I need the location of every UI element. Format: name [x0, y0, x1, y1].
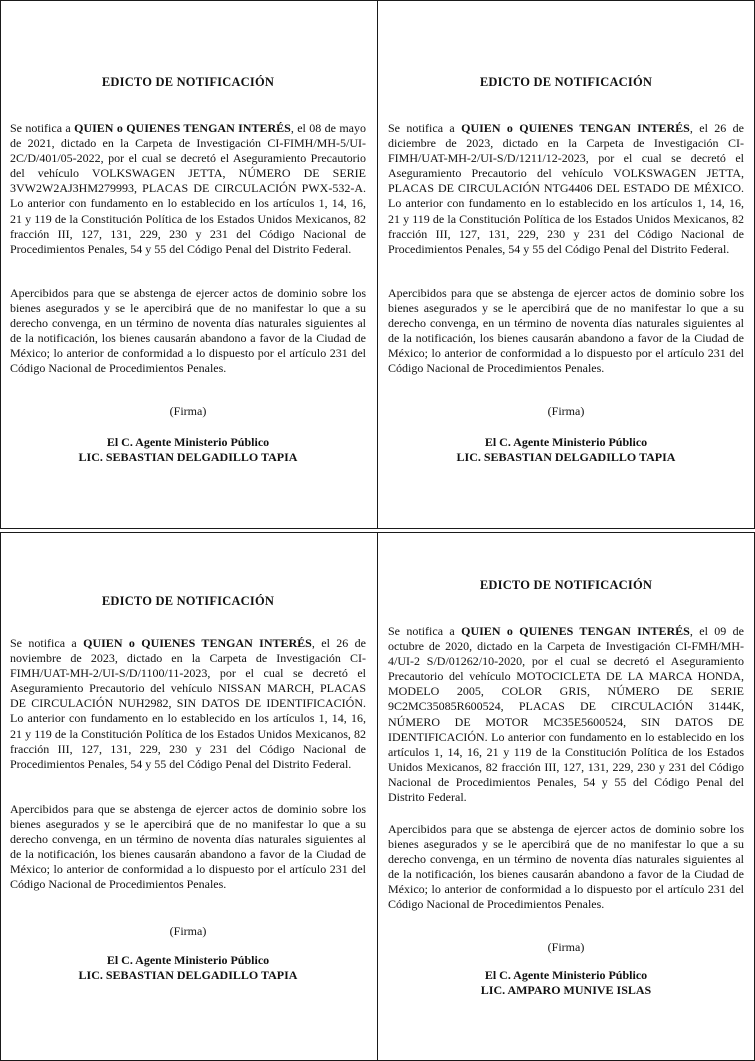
edicto-notice — [10, 0, 366, 529]
notice-addressee: QUIEN o QUIENES TENGAN INTERÉS — [74, 121, 291, 135]
agent-name: LIC. SEBASTIAN DELGADILLO TAPIA — [78, 968, 298, 982]
notice-addressee: QUIEN o QUIENES TENGAN INTERÉS — [83, 636, 312, 650]
edicto-warning-paragraph: Apercibidos para que se abstenga de ejercer actos de dominio sobre los bienes asegurados y se le apercibirá que de no manifestar lo que a su derecho convenga, en un término de noventa días naturales siguientes al de la notificación, los bienes causarán abandono a favor de la Ciudad de México; lo anterior de conformidad a lo dispuesto por el artículo 231 del Código Nacional de Procedimientos Penales. — [388, 286, 744, 376]
agent-title: El C. Agente Ministerio Público — [106, 953, 270, 967]
notice-addressee: QUIEN o QUIENES TENGAN INTERÉS — [461, 624, 690, 638]
edicto-notice-paragraph — [10, 121, 366, 257]
signature-placeholder: (Firma) — [547, 940, 585, 954]
agent-title: El C. Agente Ministerio Público — [484, 435, 648, 449]
edicto-notice — [388, 532, 744, 1061]
edicto-title: EDICTO DE NOTIFICACIÓN — [479, 578, 653, 592]
edicto-notice — [388, 0, 744, 529]
agent-name: LIC. SEBASTIAN DELGADILLO TAPIA — [456, 450, 676, 464]
edicto-notice — [10, 532, 366, 1061]
agent-name: LIC. AMPARO MUNIVE ISLAS — [480, 983, 652, 997]
edicto-notice-paragraph — [10, 636, 366, 772]
edicto-title: EDICTO DE NOTIFICACIÓN — [101, 75, 275, 89]
agent-name: LIC. SEBASTIAN DELGADILLO TAPIA — [78, 450, 298, 464]
edicto-warning-paragraph: Apercibidos para que se abstenga de ejercer actos de dominio sobre los bienes asegurados y se le apercibirá que de no manifestar lo que a su derecho convenga, en un término de noventa días naturales siguientes al de la notificación, los bienes causarán abandono a favor de la Ciudad de México; lo anterior de conformidad a lo dispuesto por el artículo 231 del Código Nacional de Procedimientos Penales. — [10, 802, 366, 892]
edicto-warning-paragraph: Apercibidos para que se abstenga de ejercer actos de dominio sobre los bienes asegurados y se le apercibirá que de no manifestar lo que a su derecho convenga, en un término de noventa días naturales siguientes al de la notificación, los bienes causarán abandono a favor de la Ciudad de México; lo anterior de conformidad a lo dispuesto por el artículo 231 del Código Nacional de Procedimientos Penales. — [388, 822, 744, 912]
agent-title: El C. Agente Ministerio Público — [484, 968, 648, 982]
notice-body: , el 26 de diciembre de 2023, dictado en la Carpeta de Investigación CI-FIMH/UAT-MH-2/UI-S/D/1211/12-2023, por el cual se decretó el Aseguramiento Precautorio del vehículo VOLKSWAGEN JETTA, PLACAS DE CIRCULACIÓN NTG4406 DEL ESTADO DE MÉXICO. Lo anterior con fundamento en lo establecido en los artículos 1, 14, 16, 21 y 119 de la Constitución Política de los Estados Unidos Mexicanos, 82 fracción III, 127, 131, 229, 230 y 231 del Código Nacional de Procedimientos Penales, 54 y 55 del Código Penal del Distrito Federal. — [388, 121, 744, 256]
edicto-title: EDICTO DE NOTIFICACIÓN — [479, 75, 653, 89]
notice-body: , el 26 de noviembre de 2023, dictado en la Carpeta de Investigación CI-FIMH/UAT-MH-2/UI-S/D/1100/11-2023, por el cual se decretó el Aseguramiento Precautorio del vehículo NISSAN MARCH, PLACAS DE CIRCULACIÓN NUH2982, SIN DATOS DE IDENTIFICACIÓN. Lo anterior con fundamento en lo establecido en los artículos 1, 14, 16, 21 y 119 de la Constitución Política de los Estados Unidos Mexicanos, 82 fracción III, 127, 131, 229, 230 y 231 del Código Nacional de Procedimientos Penales, 54 y 55 del Código Penal del Distrito Federal. — [10, 636, 366, 771]
edicto-title: EDICTO DE NOTIFICACIÓN — [101, 594, 275, 608]
notice-body: , el 09 de octubre de 2020, dictado en la Carpeta de Investigación CI-FMH/MH-4/UI-2 S/D/01262/10-2020, por el cual se decretó el Aseguramiento Precautorio del vehículo MOTOCICLETA DE LA MARCA HONDA, MODELO 2005, COLOR GRIS, NÚMERO DE SERIE 9C2MC35085R600524, PLACAS DE CIRCULACIÓN 3144K, NÚMERO DE MOTOR MC35E5600524, SIN DATOS DE IDENTIFICACIÓN. Lo anterior con fundamento en lo establecido en los artículos 1, 14, 16, 21 y 119 de la Constitución Política de los Estados Unidos Mexicanos, 82 fracción III, 127, 131, 229, 230 y 231 del Código Nacional de Procedimientos Penales, 54 y 55 del Código Penal del Distrito Federal. — [388, 624, 744, 805]
signature-placeholder: (Firma) — [169, 924, 207, 938]
agent-title: El C. Agente Ministerio Público — [106, 435, 270, 449]
notice-lead: Se notifica a — [388, 121, 462, 135]
notice-body: , el 08 de mayo de 2021, dictado en la Carpeta de Investigación CI-FIMH/MH-5/UI-2C/D/401/05-2022, por el cual se decretó el Aseguramiento Precautorio del vehículo VOLKSWAGEN JETTA, NÚMERO DE SERIE 3VW2W2AJ3HM279993, PLACAS DE CIRCULACIÓN PWX-532-A. Lo anterior con fundamento en lo establecido en los artículos 1, 14, 16, 21 y 119 de la Constitución Política de los Estados Unidos Mexicanos, 82 fracción III, 127, 131, 229, 230 y 231 del Código Nacional de Procedimientos Penales, 54 y 55 del Código Penal del Distrito Federal. — [10, 121, 366, 256]
edicto-notice-paragraph — [388, 624, 744, 805]
notice-addressee: QUIEN o QUIENES TENGAN INTERÉS — [461, 121, 690, 135]
signature-placeholder: (Firma) — [169, 404, 207, 418]
notice-lead: Se notifica a — [10, 636, 84, 650]
notice-lead: Se notifica a — [10, 121, 75, 135]
notice-lead: Se notifica a — [388, 624, 462, 638]
edicto-notice-paragraph — [388, 121, 744, 257]
edicto-warning-paragraph: Apercibidos para que se abstenga de ejercer actos de dominio sobre los bienes asegurados y se le apercibirá que de no manifestar lo que a su derecho convenga, en un término de noventa días naturales siguientes al de la notificación, los bienes causarán abandono a favor de la Ciudad de México; lo anterior de conformidad a lo dispuesto por el artículo 231 del Código Nacional de Procedimientos Penales. — [10, 286, 366, 376]
signature-placeholder: (Firma) — [547, 404, 585, 418]
